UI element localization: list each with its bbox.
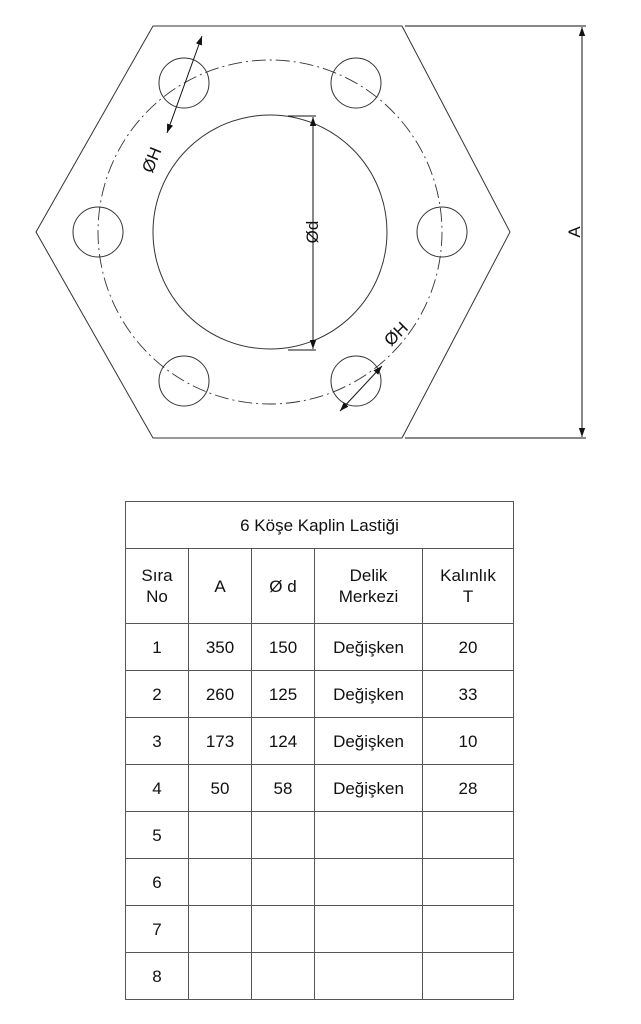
table-cell: 173 xyxy=(189,718,252,765)
table-cell xyxy=(252,953,315,1000)
table-row xyxy=(126,718,514,765)
table-cell xyxy=(315,953,423,1000)
table-cell: 5 xyxy=(126,812,189,859)
table-title: 6 Köşe Kaplin Lastiği xyxy=(126,502,514,549)
table-cell xyxy=(423,859,514,906)
table-cell: 33 xyxy=(423,671,514,718)
table-cell xyxy=(189,953,252,1000)
table-cell: 260 xyxy=(189,671,252,718)
table-cell xyxy=(423,812,514,859)
header-cell-delik-merkezi: Delik Merkezi xyxy=(315,549,423,624)
table-cell xyxy=(315,859,423,906)
header-cell-sira-no: Sıra No xyxy=(126,549,189,624)
table-row xyxy=(126,624,514,671)
hexagon-coupling-drawing xyxy=(0,0,641,460)
table-cell: 4 xyxy=(126,765,189,812)
table-cell: 350 xyxy=(189,624,252,671)
bore-diameter-label: Ød xyxy=(303,220,322,244)
header-cell-a: A xyxy=(189,549,252,624)
table-cell: Değişken xyxy=(315,718,423,765)
table-cell: Değişken xyxy=(315,671,423,718)
table-row xyxy=(126,671,514,718)
table-row xyxy=(126,812,514,859)
table-cell xyxy=(252,859,315,906)
hole-diameter-label-top: ØH xyxy=(138,144,166,176)
table-cell: 50 xyxy=(189,765,252,812)
table-cell xyxy=(189,906,252,953)
table-cell: 8 xyxy=(126,953,189,1000)
table-cell: 1 xyxy=(126,624,189,671)
table-cell: 125 xyxy=(252,671,315,718)
table-cell xyxy=(252,812,315,859)
table-cell: 6 xyxy=(126,859,189,906)
table-row xyxy=(126,859,514,906)
table-cell: 20 xyxy=(423,624,514,671)
table-cell: 10 xyxy=(423,718,514,765)
table-cell xyxy=(189,812,252,859)
hole-dimension-line-top xyxy=(167,36,202,133)
table-row xyxy=(126,765,514,812)
hole-dimension-line-bottom xyxy=(340,366,382,411)
table-cell: 3 xyxy=(126,718,189,765)
table-row xyxy=(126,953,514,1000)
table-cell xyxy=(423,906,514,953)
table-cell xyxy=(252,906,315,953)
table-cell: Değişken xyxy=(315,624,423,671)
table-cell xyxy=(315,812,423,859)
header-cell-kalinlik: Kalınlık T xyxy=(423,549,514,624)
table-cell: 2 xyxy=(126,671,189,718)
header-cell-d: Ø d xyxy=(252,549,315,624)
across-flats-label: A xyxy=(565,226,584,238)
table-cell xyxy=(423,953,514,1000)
table-cell: 28 xyxy=(423,765,514,812)
table-cell xyxy=(189,859,252,906)
table-cell: 58 xyxy=(252,765,315,812)
table-cell xyxy=(315,906,423,953)
hole-diameter-label-bottom: ØH xyxy=(380,318,412,350)
table-cell: Değişken xyxy=(315,765,423,812)
table-cell: 124 xyxy=(252,718,315,765)
coupling-spec-table xyxy=(125,501,514,1000)
hexagon-outline xyxy=(36,26,510,438)
table-cell: 7 xyxy=(126,906,189,953)
bolt-pitch-circle xyxy=(98,60,442,404)
table-row xyxy=(126,906,514,953)
center-bore-circle xyxy=(153,115,387,349)
table-cell: 150 xyxy=(252,624,315,671)
